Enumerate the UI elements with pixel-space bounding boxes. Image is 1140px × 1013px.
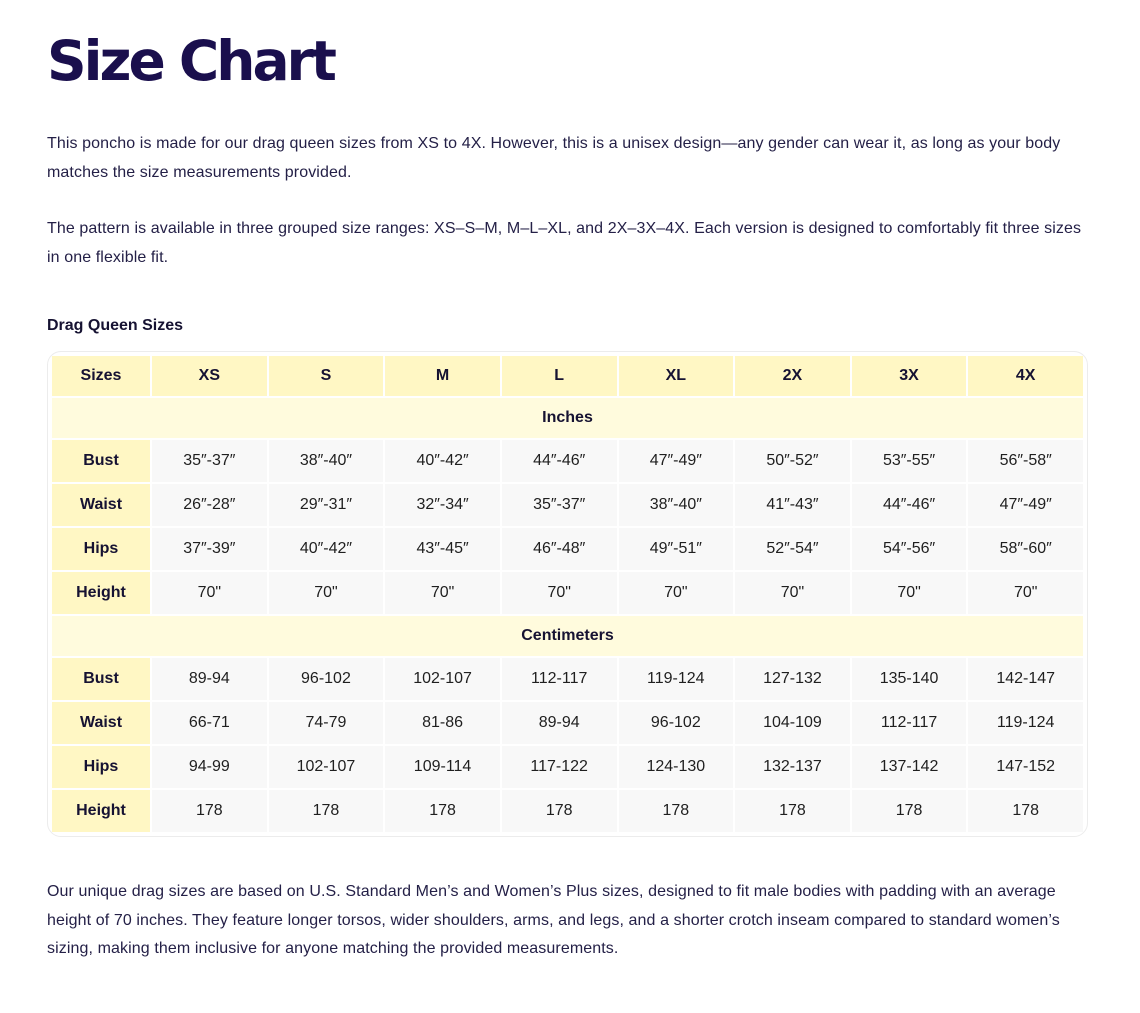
size-table-body (52, 398, 1083, 832)
measurement-cell: 37″-39″ (152, 528, 267, 570)
measurement-cell: 178 (619, 790, 734, 832)
size-column-header: 4X (968, 356, 1083, 396)
measurement-cell: 74-79 (269, 702, 384, 744)
measurement-cell: 112-117 (502, 658, 617, 700)
corner-header: Sizes (52, 356, 150, 396)
size-column-header: 3X (852, 356, 967, 396)
measurement-cell: 40″-42″ (269, 528, 384, 570)
size-header-row (52, 356, 1083, 396)
size-column-header: L (502, 356, 617, 396)
measurement-cell: 119-124 (619, 658, 734, 700)
measurement-cell: 178 (735, 790, 850, 832)
table-row (52, 790, 1083, 832)
measurement-cell: 70" (968, 572, 1083, 614)
measurement-label: Waist (52, 702, 150, 744)
measurement-label: Hips (52, 746, 150, 788)
size-chart-page (47, 22, 1092, 964)
measurement-cell: 44″-46″ (502, 440, 617, 482)
measurement-cell: 124-130 (619, 746, 734, 788)
measurement-cell: 29″-31″ (269, 484, 384, 526)
unit-group-row (52, 616, 1083, 656)
measurement-cell: 70" (269, 572, 384, 614)
measurement-cell: 178 (152, 790, 267, 832)
measurement-cell: 35″-37″ (502, 484, 617, 526)
measurement-cell: 56″-58″ (968, 440, 1083, 482)
measurement-cell: 44″-46″ (852, 484, 967, 526)
measurement-label: Height (52, 790, 150, 832)
table-row (52, 572, 1083, 614)
table-title: Drag Queen Sizes (47, 317, 184, 334)
measurement-cell: 89-94 (152, 658, 267, 700)
measurement-cell: 70" (852, 572, 967, 614)
measurement-cell: 26″-28″ (152, 484, 267, 526)
measurement-cell: 132-137 (735, 746, 850, 788)
unit-group-label: Inches (52, 398, 1083, 438)
measurement-cell: 104-109 (735, 702, 850, 744)
measurement-cell: 96-102 (619, 702, 734, 744)
measurement-label: Waist (52, 484, 150, 526)
measurement-label: Hips (52, 528, 150, 570)
size-column-header: S (269, 356, 384, 396)
table-row (52, 528, 1083, 570)
measurement-cell: 178 (269, 790, 384, 832)
measurement-cell: 102-107 (269, 746, 384, 788)
measurement-cell: 47″-49″ (968, 484, 1083, 526)
measurement-cell: 43″-45″ (385, 528, 500, 570)
size-column-header: 2X (735, 356, 850, 396)
measurement-cell: 94-99 (152, 746, 267, 788)
measurement-cell: 81-86 (385, 702, 500, 744)
measurement-cell: 178 (502, 790, 617, 832)
measurement-cell: 102-107 (385, 658, 500, 700)
measurement-cell: 40″-42″ (385, 440, 500, 482)
measurement-cell: 70" (152, 572, 267, 614)
measurement-cell: 135-140 (852, 658, 967, 700)
measurement-cell: 54″-56″ (852, 528, 967, 570)
measurement-cell: 70" (385, 572, 500, 614)
measurement-cell: 112-117 (852, 702, 967, 744)
measurement-cell: 109-114 (385, 746, 500, 788)
measurement-cell: 70" (619, 572, 734, 614)
size-table-container (47, 351, 1088, 837)
measurement-cell: 38″-40″ (619, 484, 734, 526)
size-column-header: XS (152, 356, 267, 396)
measurement-cell: 178 (968, 790, 1083, 832)
measurement-cell: 32″-34″ (385, 484, 500, 526)
measurement-cell: 46″-48″ (502, 528, 617, 570)
table-row (52, 658, 1083, 700)
measurement-cell: 119-124 (968, 702, 1083, 744)
measurement-cell: 70" (735, 572, 850, 614)
size-column-header: M (385, 356, 500, 396)
measurement-cell: 142-147 (968, 658, 1083, 700)
measurement-cell: 47″-49″ (619, 440, 734, 482)
measurement-cell: 66-71 (152, 702, 267, 744)
measurement-label: Bust (52, 658, 150, 700)
size-table (50, 354, 1085, 834)
measurement-cell: 41″-43″ (735, 484, 850, 526)
measurement-cell: 52″-54″ (735, 528, 850, 570)
measurement-cell: 147-152 (968, 746, 1083, 788)
table-row (52, 746, 1083, 788)
intro-paragraph-ranges: The pattern is available in three grouped size ranges: XS–S–M, M–L–XL, and 2X–3X–4X. Each version is designed to comfortably fit three sizes in one flexible fit. (47, 220, 1082, 266)
measurement-cell: 137-142 (852, 746, 967, 788)
measurement-cell: 49″-51″ (619, 528, 734, 570)
measurement-cell: 53″-55″ (852, 440, 967, 482)
table-row (52, 484, 1083, 526)
measurement-cell: 127-132 (735, 658, 850, 700)
measurement-cell: 70" (502, 572, 617, 614)
measurement-cell: 178 (385, 790, 500, 832)
page-title: Size Chart (47, 29, 334, 93)
table-row (52, 440, 1083, 482)
size-column-header: XL (619, 356, 734, 396)
measurement-cell: 117-122 (502, 746, 617, 788)
measurement-label: Bust (52, 440, 150, 482)
unit-group-row (52, 398, 1083, 438)
measurement-cell: 58″-60″ (968, 528, 1083, 570)
footer-paragraph: Our unique drag sizes are based on U.S. Standard Men’s and Women’s Plus sizes, designed to fit male bodies with padding with an average height of 70 inches. They feature longer torsos, wider shoulders, arms, and legs, and a shorter crotch inseam compared to standard women’s sizing, making them inclusive for anyone matching the provided measurements. (47, 883, 1060, 957)
measurement-cell: 89-94 (502, 702, 617, 744)
intro-paragraph-fit: This poncho is made for our drag queen sizes from XS to 4X. However, this is a unisex design—any gender can wear it, as long as your body matches the size measurements provided. (47, 135, 1061, 181)
measurement-cell: 178 (852, 790, 967, 832)
measurement-cell: 38″-40″ (269, 440, 384, 482)
table-row (52, 702, 1083, 744)
measurement-label: Height (52, 572, 150, 614)
unit-group-label: Centimeters (52, 616, 1083, 656)
measurement-cell: 35″-37″ (152, 440, 267, 482)
measurement-cell: 50″-52″ (735, 440, 850, 482)
measurement-cell: 96-102 (269, 658, 384, 700)
